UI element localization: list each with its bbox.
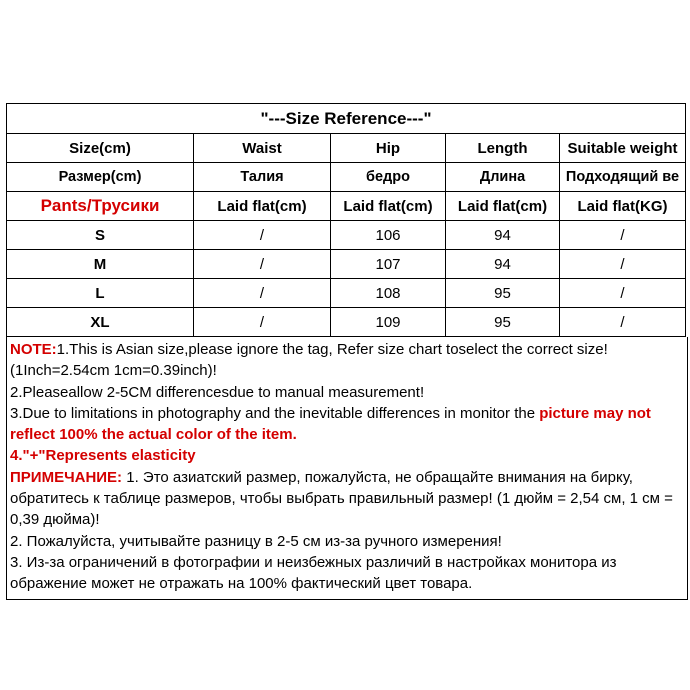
size-chart xyxy=(6,103,685,600)
notes-box xyxy=(6,337,688,600)
weight-cell: / xyxy=(560,221,686,250)
table-row xyxy=(7,308,686,337)
size-cell: M xyxy=(7,250,194,279)
note-ru-1-text: 1. Это азиатский размер, пожалуйста, не обращайте внимания на бирку, обратитесь к таблице размеров, чтобы выбрать правильный размер! (1 дюйм = 2,54 см, 1 см = 0,39 дюйма)! xyxy=(10,468,673,529)
category-label: Pants/Трусики xyxy=(7,192,194,221)
length-cell: 95 xyxy=(446,279,560,308)
hip-cell: 108 xyxy=(331,279,446,308)
size-cell: XL xyxy=(7,308,194,337)
hip-cell: 106 xyxy=(331,221,446,250)
size-cell: L xyxy=(7,279,194,308)
header-row xyxy=(7,134,686,163)
header-hip: Hip xyxy=(331,134,446,163)
waist-cell: / xyxy=(194,308,331,337)
note-1-text: 1.This is Asian size,please ignore the tag, Refer size chart toselect the correct size!(1Inch=2.54cm 1cm=0.39inch)! xyxy=(10,341,608,380)
measure-waist: Laid flat(cm) xyxy=(194,192,331,221)
measure-weight: Laid flat(KG) xyxy=(560,192,686,221)
header-waist-ru: Талия xyxy=(194,163,331,192)
waist-cell: / xyxy=(194,279,331,308)
table-row xyxy=(7,250,686,279)
size-cell: S xyxy=(7,221,194,250)
note-ru-3: 3. Из-за ограничений в фотографии и неизбежных различий в настройках монитора из ображение может не отражать на 100% фактический цвет товара. xyxy=(10,553,617,593)
note-4: 4."+"Represents elasticity xyxy=(10,447,196,465)
header-size: Size(cm) xyxy=(7,134,194,163)
note-ru-label: ПРИМЕЧАНИЕ: xyxy=(10,468,123,486)
measure-hip: Laid flat(cm) xyxy=(331,192,446,221)
title-row xyxy=(7,104,686,134)
note-ru-1 xyxy=(10,467,687,531)
length-cell: 94 xyxy=(446,221,560,250)
weight-cell: / xyxy=(560,308,686,337)
header-size-ru: Размер(cm) xyxy=(7,163,194,192)
hip-cell: 107 xyxy=(331,250,446,279)
header-weight: Suitable weight xyxy=(560,134,686,163)
note-label: NOTE: xyxy=(10,341,57,358)
weight-cell: / xyxy=(560,250,686,279)
hip-cell: 109 xyxy=(331,308,446,337)
header-waist: Waist xyxy=(194,134,331,163)
note-3 xyxy=(10,403,687,446)
header-row-ru xyxy=(7,163,686,192)
size-table xyxy=(6,103,686,337)
header-hip-ru: бедро xyxy=(331,163,446,192)
measure-length: Laid flat(cm) xyxy=(446,192,560,221)
length-cell: 94 xyxy=(446,250,560,279)
header-weight-ru: Подходящий ве xyxy=(560,163,686,192)
note-3-text: 3.Due to limitations in photography and the inevitable differences in monitor the xyxy=(10,404,540,422)
note-3-highlight: picture may not reflect 100% the actual color of the item. xyxy=(10,404,651,444)
header-length: Length xyxy=(446,134,560,163)
table-row xyxy=(7,279,686,308)
header-length-ru: Длина xyxy=(446,163,560,192)
note-2: 2.Pleaseallow 2-5CM differencesdue to manual measurement! xyxy=(10,383,425,401)
waist-cell: / xyxy=(194,250,331,279)
table-row xyxy=(7,221,686,250)
measure-row xyxy=(7,192,686,221)
weight-cell: / xyxy=(560,279,686,308)
note-ru-2: 2. Пожалуйста, учитывайте разницу в 2-5 см из-за ручного измерения! xyxy=(10,532,502,550)
chart-title: "---Size Reference---" xyxy=(7,104,686,134)
waist-cell: / xyxy=(194,221,331,250)
note-1 xyxy=(10,339,687,382)
length-cell: 95 xyxy=(446,308,560,337)
